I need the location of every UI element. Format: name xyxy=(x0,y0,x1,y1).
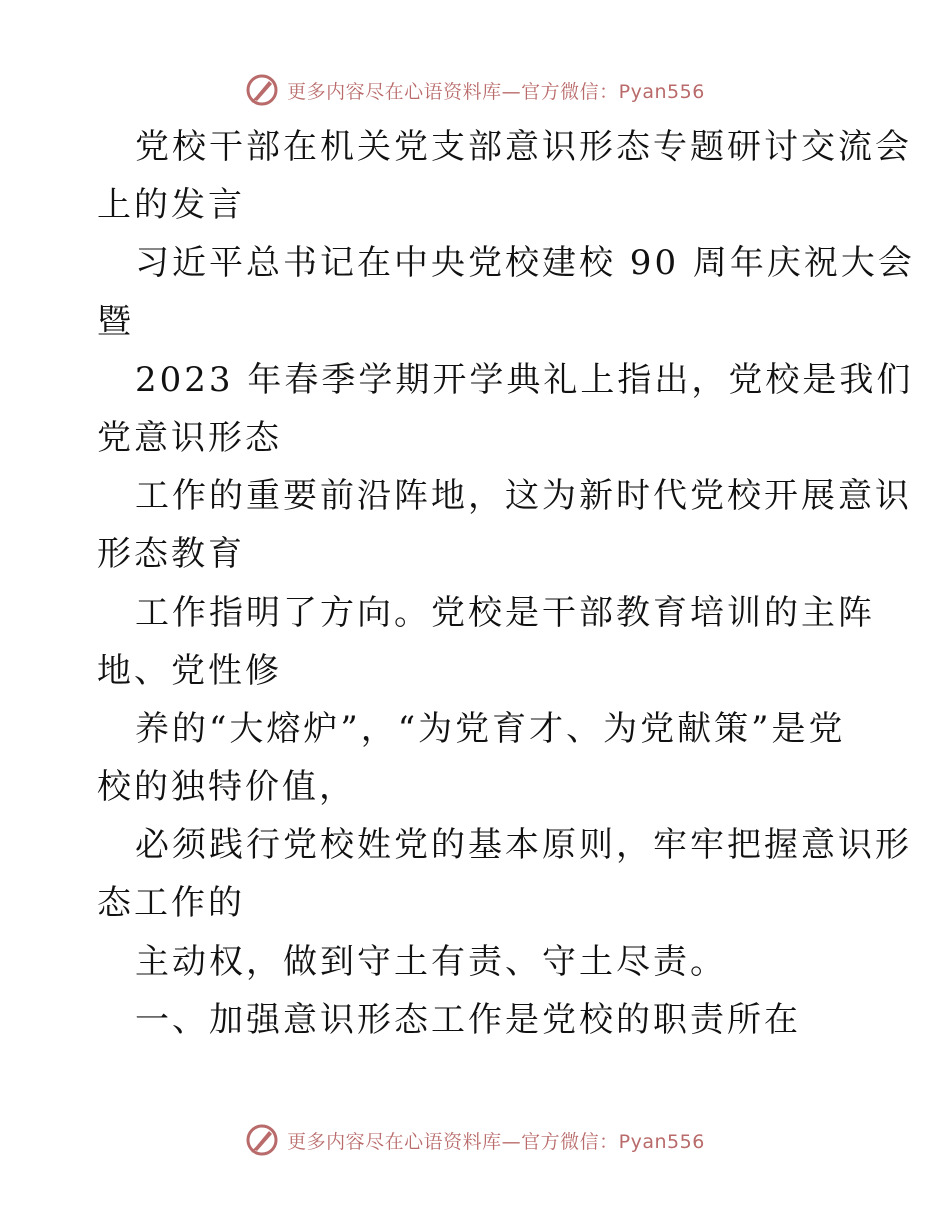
document-body xyxy=(97,118,915,1049)
header-banner xyxy=(0,70,950,110)
title-line-2: 上的发言 xyxy=(97,185,245,226)
paragraph-line: 养的“大熔炉”，“为党育才、为党献策”是党 xyxy=(135,708,846,749)
paragraph-line: 工作的重要前沿阵地，这为新时代党校开展意识 xyxy=(135,476,912,517)
paragraph-line: 2023 年春季学期开学典礼上指出，党校是我们 xyxy=(135,359,914,400)
paragraph-line: 态工作的 xyxy=(97,883,245,924)
paragraph-line: 主动权，做到守土有责、守土尽责。 xyxy=(135,941,727,982)
paragraph-line: 工作指明了方向。党校是干部教育培训的主阵 xyxy=(135,592,875,633)
paragraph-line: 校的独特价值， xyxy=(97,767,356,808)
header-banner-text: 更多内容尽在心语资料库—官方微信：Pyan556 xyxy=(287,80,705,103)
quill-pen-circle-logo-icon xyxy=(245,1123,279,1157)
paragraph-line: 必须践行党校姓党的基本原则，牢牢把握意识形 xyxy=(135,825,912,866)
paragraph-line: 党意识形态 xyxy=(97,417,282,458)
paragraph-line: 形态教育 xyxy=(97,534,245,575)
footer-banner-text: 更多内容尽在心语资料库—官方微信：Pyan556 xyxy=(287,1130,705,1153)
quill-pen-circle-logo-icon xyxy=(245,73,279,107)
paragraph-line: 暨 xyxy=(97,301,134,342)
paragraph-line: 地、党性修 xyxy=(97,650,282,691)
paragraph-line: 习近平总书记在中央党校建校 90 周年庆祝大会 xyxy=(135,243,915,284)
title-line-1: 党校干部在机关党支部意识形态专题研讨交流会 xyxy=(135,127,912,167)
section-heading: 一、加强意识形态工作是党校的职责所在 xyxy=(135,999,801,1040)
footer-banner xyxy=(0,1120,950,1160)
